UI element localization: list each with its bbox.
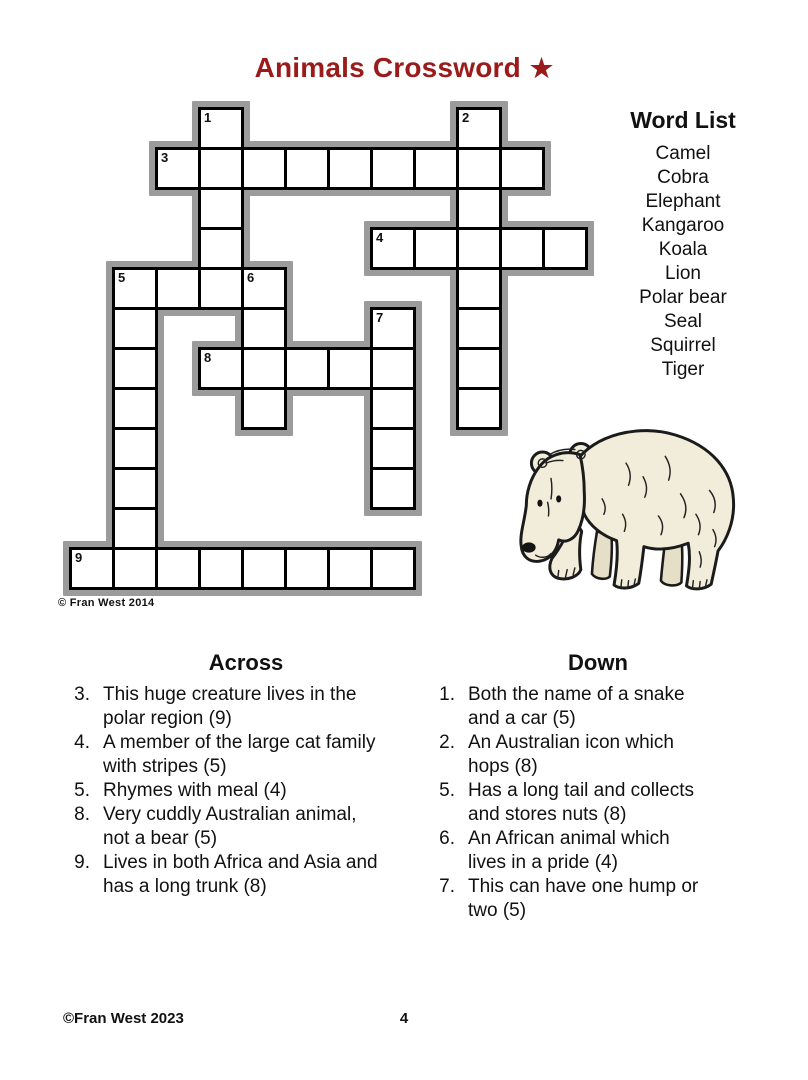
clue-number: 6.	[439, 828, 455, 849]
grid-cell	[456, 267, 502, 310]
cell-number: 6	[247, 270, 255, 285]
grid-cell	[112, 467, 158, 510]
clue-text: This huge creature lives in the polar region (9)	[103, 684, 357, 729]
grid-cell	[327, 147, 373, 190]
clue-item	[420, 779, 776, 827]
grid-cell	[155, 147, 201, 190]
word-list-item: Tiger	[661, 359, 705, 380]
clue-item	[55, 803, 437, 851]
grid-cell	[112, 507, 158, 550]
grid-cell	[198, 147, 244, 190]
star-icon: ★	[529, 53, 554, 83]
grid-cell	[112, 427, 158, 470]
clue-text: An African animal which lives in a pride (4)	[468, 828, 670, 873]
grid-cell	[370, 427, 416, 470]
clue-item	[420, 683, 776, 731]
grid-cell	[456, 387, 502, 430]
grid-cell	[370, 307, 416, 350]
cell-number: 8	[204, 350, 212, 365]
grid-cell	[370, 387, 416, 430]
grid-cell	[456, 347, 502, 390]
grid-cell	[198, 227, 244, 270]
grid-cell	[241, 267, 287, 310]
grid-cell	[198, 107, 244, 150]
bear-nose-icon	[522, 542, 536, 552]
grid-cell	[413, 147, 459, 190]
clue-text: Both the name of a snake and a car (5)	[468, 684, 685, 729]
grid-cell	[69, 547, 115, 590]
across-clues	[55, 650, 437, 899]
clue-text: Lives in both Africa and Asia and has a long trunk (8)	[103, 852, 378, 897]
word-list-item: Squirrel	[650, 335, 716, 356]
across-heading: Across	[208, 650, 284, 675]
down-clues	[420, 650, 776, 923]
across-list	[55, 683, 437, 899]
clue-number: 1.	[439, 684, 455, 705]
grid-cell	[155, 547, 201, 590]
grid-cell	[198, 547, 244, 590]
clue-item	[55, 851, 437, 899]
grid-cell	[112, 267, 158, 310]
clue-number: 5.	[439, 780, 455, 801]
cell-number: 9	[75, 550, 83, 565]
grid-cell	[241, 147, 287, 190]
word-list-item: Kangaroo	[641, 215, 725, 236]
clue-text: Very cuddly Australian animal, not a bear (5)	[103, 804, 357, 849]
cell-number: 3	[161, 150, 169, 165]
grid-cell	[112, 347, 158, 390]
grid-cell	[370, 227, 416, 270]
grid-cell	[155, 267, 201, 310]
clue-text: A member of the large cat family with stripes (5)	[103, 732, 376, 777]
grid-cell	[112, 387, 158, 430]
page-number: 4	[399, 1010, 409, 1027]
grid-cell	[456, 147, 502, 190]
clue-number: 4.	[74, 732, 90, 753]
grid-cell	[456, 107, 502, 150]
word-list-item: Elephant	[645, 191, 721, 212]
grid-cell	[198, 347, 244, 390]
grid-cell	[370, 347, 416, 390]
grid-cell	[241, 347, 287, 390]
grid-cell	[456, 187, 502, 230]
word-list-heading: Word List	[630, 107, 736, 133]
clue-item	[55, 731, 437, 779]
down-list	[420, 683, 776, 923]
cell-number: 5	[118, 270, 126, 285]
word-list-item: Seal	[663, 311, 703, 332]
grid-cell	[284, 547, 330, 590]
bear-eye-icon	[556, 495, 561, 502]
clue-item	[420, 731, 776, 779]
page-title-text: Animals Crossword	[254, 52, 521, 83]
footer-copyright: ©Fran West 2023	[63, 1010, 184, 1027]
word-list-item: Lion	[665, 263, 701, 284]
grid-cell	[112, 547, 158, 590]
cell-number: 1	[204, 110, 212, 125]
word-list-item: Camel	[655, 143, 711, 164]
clue-item	[420, 827, 776, 875]
grid-cell	[241, 547, 287, 590]
word-list-item: Polar bear	[639, 287, 727, 308]
word-list-item: Cobra	[657, 167, 709, 188]
page-title	[0, 52, 808, 84]
grid-cell	[456, 227, 502, 270]
grid-cell	[198, 187, 244, 230]
down-heading: Down	[568, 650, 628, 675]
word-list-items	[575, 142, 791, 382]
cell-number: 7	[376, 310, 384, 325]
word-list	[575, 106, 791, 382]
clue-text: Rhymes with meal (4)	[103, 780, 287, 801]
grid-cell	[370, 147, 416, 190]
grid-cell	[284, 347, 330, 390]
clue-text: An Australian icon which hops (8)	[468, 732, 674, 777]
word-list-item: Koala	[658, 239, 708, 260]
clue-number: 9.	[74, 852, 90, 873]
grid-cell	[370, 467, 416, 510]
polar-bear-illustration	[498, 412, 754, 608]
grid-copyright: © Fran West 2014	[58, 597, 155, 609]
grid-cell	[112, 307, 158, 350]
clue-number: 2.	[439, 732, 455, 753]
grid-cell	[327, 347, 373, 390]
clue-number: 5.	[74, 780, 90, 801]
grid-cell	[198, 267, 244, 310]
clue-number: 8.	[74, 804, 90, 825]
clue-number: 3.	[74, 684, 90, 705]
clue-number: 7.	[439, 876, 455, 897]
grid-cell	[241, 307, 287, 350]
clue-item	[55, 779, 437, 803]
grid-cell	[284, 147, 330, 190]
clue-text: Has a long tail and collects and stores nuts (8)	[468, 780, 695, 825]
clue-text: This can have one hump or two (5)	[468, 876, 699, 921]
bear-eye-icon	[537, 500, 542, 507]
cell-number: 4	[376, 230, 384, 245]
grid-cell	[499, 227, 545, 270]
clue-item	[420, 875, 776, 923]
grid-cell	[413, 227, 459, 270]
grid-cell	[456, 307, 502, 350]
clue-item	[55, 683, 437, 731]
grid-cell	[241, 387, 287, 430]
grid-cell	[327, 547, 373, 590]
grid-cell	[499, 147, 545, 190]
cell-number: 2	[462, 110, 470, 125]
grid-cell	[370, 547, 416, 590]
